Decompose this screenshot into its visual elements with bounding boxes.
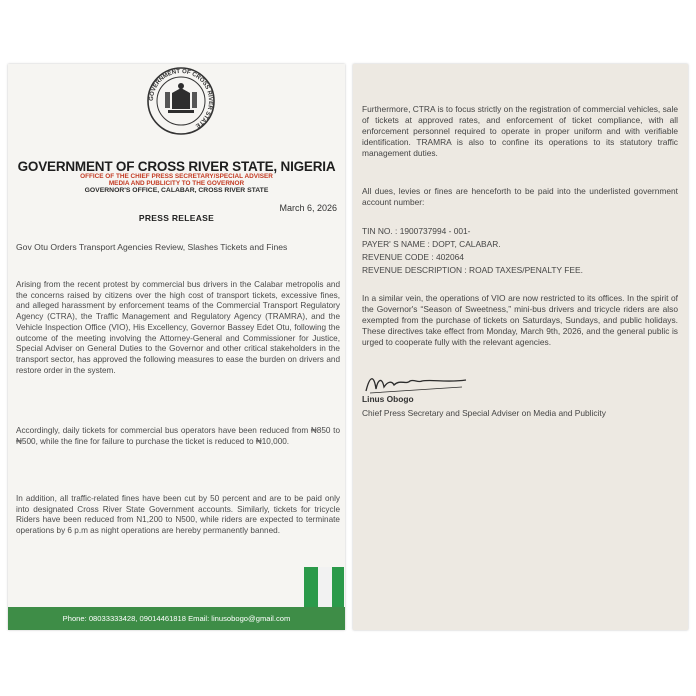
- paragraph-1: Arising from the recent protest by commercial bus drivers in the Calabar metropolis and the concerns raised by citizens over the high cost of transport tickets, excessive fines, and alleged harassment by enforcement teams of the Commercial Transport Regulatory Agency (CTRA), the Traffic Management and Regulatory Agency (TRAMRA), and the Vehicle Inspection Office (VIO), His Excellency, Governor Bassey Edet Otu, following the outcome of the meeting involving the Attorney-General and Commissioner for Justice, Special Adviser on General Duties to the Governor and other critical stakeholders in the transport sector, has approved the following measures to ease the burden on drivers and restore order in the system.: [16, 280, 340, 375]
- account-revenue-code: REVENUE CODE : 402064: [362, 252, 464, 262]
- office-line-2: MEDIA AND PUBLICITY TO THE GOVERNOR: [108, 180, 245, 187]
- contact-footer: Phone: 08033333428, 09014461818 Email: linusobogo@gmail.com: [8, 607, 345, 630]
- paragraph-5: All dues, levies or fines are henceforth to be paid into the underlisted government account number:: [362, 186, 678, 207]
- account-payer-name: PAYER' S NAME : DOPT, CALABAR.: [362, 239, 501, 249]
- office-line-3: GOVERNOR'S OFFICE, CALABAR, CROSS RIVER STATE: [84, 187, 269, 194]
- signatory-name: Linus Obogo: [362, 394, 414, 404]
- press-headline: Gov Otu Orders Transport Agencies Review, Slashes Tickets and Fines: [16, 242, 288, 252]
- account-revenue-description: REVENUE DESCRIPTION : ROAD TAXES/PENALTY FEE.: [362, 265, 583, 275]
- coat-of-arms-seal-icon: [146, 66, 216, 136]
- nigeria-flag-icon: [304, 567, 344, 611]
- government-title: GOVERNMENT OF CROSS RIVER STATE, NIGERIA: [17, 159, 336, 174]
- paragraph-3: In addition, all traffic-related fines have been cut by 50 percent and are to be paid only into designated Cross River State Government accounts. Similarly, tickets for tricycle Riders have been reduced from N1,200 to N500, while riders are expected to terminate operations by 6 p.m as night operations are hereby permanently banned.: [16, 494, 340, 536]
- signatory-title: Chief Press Secretary and Special Adviser on Media and Publicity: [362, 408, 606, 418]
- paragraph-4: Furthermore, CTRA is to focus strictly on the registration of commercial vehicles, sale of tickets at approved rates, and enforcement of ticket compliance, with all enforcement personnel required to operate in proper uniform and with verifiable identification. TRAMRA is also to confine its operations to its statutory traffic management duties.: [362, 104, 678, 158]
- seal-ring-text: GOVERNMENT OF CROSS RIVER STATE: [148, 68, 214, 129]
- paragraph-6: In a similar vein, the operations of VIO are now restricted to its offices. In the spirit of the Governor's “Season of Sweetness,” mini-bus drivers and tricycle riders are also exempted from the purchase of tickets on Saturdays, Sundays, and public holidays. These directives take effect from Monday, March 9th, 2026, and the general public is urged to cooperate fully with the relevant agencies.: [362, 293, 678, 347]
- office-line-1: OFFICE OF THE CHIEF PRESS SECRETARY/SPECIAL ADVISER: [80, 173, 273, 180]
- right-document-page: [353, 64, 688, 630]
- press-release-heading: PRESS RELEASE: [138, 213, 215, 223]
- left-document-page: [8, 64, 345, 630]
- account-tin: TIN NO. : 1900737994 - 001-: [362, 226, 471, 236]
- release-date: March 6, 2026: [279, 203, 337, 213]
- paragraph-2: Accordingly, daily tickets for commercial bus operators have been reduced from ₦850 to ₦500, while the fine for failure to purchase the ticket is reduced to ₦10,000.: [16, 426, 340, 446]
